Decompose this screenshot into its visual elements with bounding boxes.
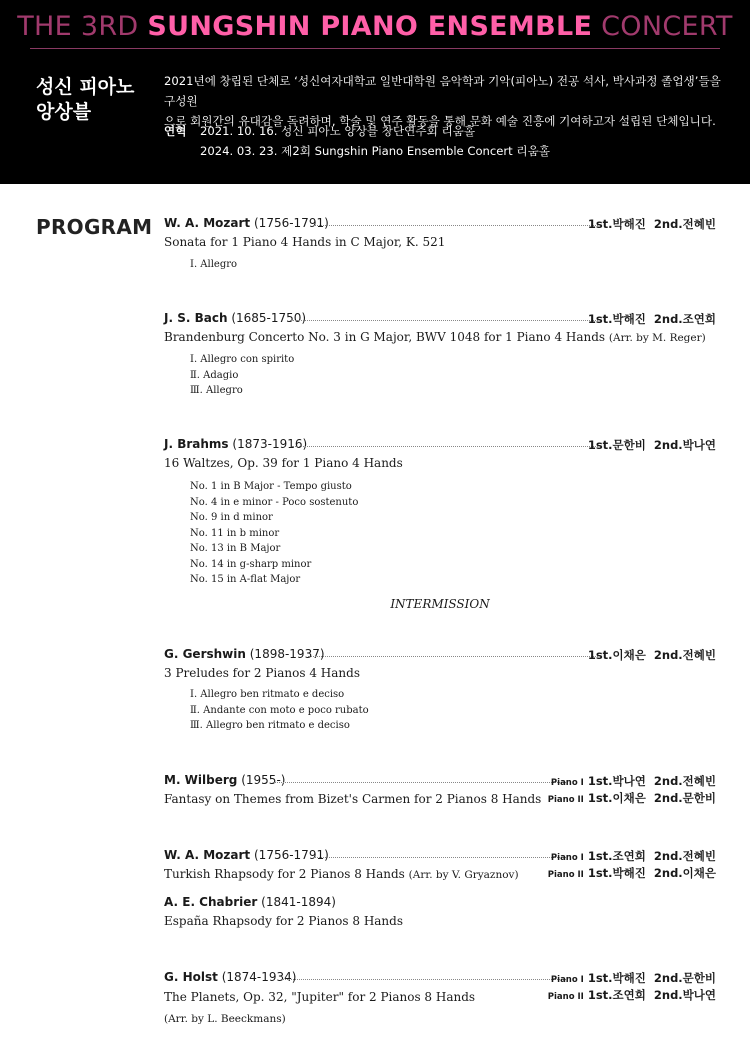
performer-row <box>551 970 716 986</box>
title-part-3: CONCERT <box>592 11 733 42</box>
movement: No. 9 in d minor <box>190 512 273 523</box>
arranger: (Arr. by L. Beeckmans) <box>164 1013 286 1025</box>
movement: Ⅱ. Adagio <box>190 369 239 381</box>
composer-name: G. Gershwin <box>164 647 246 661</box>
composer <box>164 311 306 325</box>
dotted-leader <box>308 656 598 657</box>
work-title <box>164 666 360 680</box>
second-pianist: 2nd.전혜빈 <box>653 849 716 863</box>
dotted-leader <box>282 979 566 980</box>
second-pianist: 2nd.박나연 <box>653 438 716 452</box>
program-item <box>164 216 716 276</box>
ensemble-name-line-2: 앙상블 <box>36 101 92 123</box>
program-item <box>164 647 716 731</box>
first-pianist: 1st.조연희 <box>587 988 646 1002</box>
intermission-label: INTERMISSION <box>390 597 490 611</box>
work-title <box>164 792 541 806</box>
program-item-header <box>164 311 716 327</box>
composer <box>164 773 285 787</box>
work-title <box>164 914 403 928</box>
movement: No. 4 in e minor - Poco sostenuto <box>190 496 359 508</box>
composer <box>164 216 329 230</box>
movement: Ⅰ. Allegro con spirito <box>190 354 295 365</box>
ensemble-name <box>36 75 134 125</box>
performer-row <box>588 216 716 232</box>
piano-label: Piano II <box>547 795 584 805</box>
first-pianist: 1st.박해진 <box>587 312 646 326</box>
composer <box>164 895 336 909</box>
work-name: The Planets, Op. 32, "Jupiter" for 2 Pianos 8 Hands <box>164 990 476 1004</box>
dotted-leader <box>314 225 598 226</box>
performer-row <box>551 848 716 864</box>
performer-row <box>551 773 716 789</box>
composer-years: (1898-1937) <box>249 647 325 661</box>
composer-name: G. Holst <box>164 970 218 984</box>
work-name: Turkish Rhapsody for 2 Pianos 8 Hands <box>164 867 405 881</box>
work-title <box>164 867 519 881</box>
title-part-1: THE 3RD <box>17 11 148 42</box>
work-title <box>164 456 403 470</box>
work-name: 16 Waltzes, Op. 39 for 1 Piano 4 Hands <box>164 456 403 470</box>
program-item <box>164 773 716 833</box>
arranger: (Arr. by M. Reger) <box>608 332 706 344</box>
history-item: 2021. 10. 16. 성신 피아노 앙상블 창단연주회 리움홀 <box>200 124 476 138</box>
first-pianist: 1st.박해진 <box>587 971 646 985</box>
composer-years: (1873-1916) <box>232 437 308 451</box>
movement-list <box>190 479 358 588</box>
movement: No. 15 in A-flat Major <box>190 574 301 585</box>
performer-row <box>588 647 716 663</box>
piano-label: Piano I <box>550 853 584 863</box>
movement-list <box>190 687 369 734</box>
first-pianist: 1st.문한비 <box>587 438 646 452</box>
first-pianist: 1st.이채은 <box>587 791 646 805</box>
performer-row <box>548 865 716 881</box>
performer-row <box>548 987 716 1003</box>
dotted-leader <box>290 320 598 321</box>
movement-list <box>190 257 237 273</box>
dotted-leader <box>292 446 598 447</box>
second-pianist: 2nd.이채은 <box>653 866 716 880</box>
work-name: España Rhapsody for 2 Pianos 8 Hands <box>164 914 404 928</box>
header-divider <box>30 48 720 49</box>
first-pianist: 1st.박해진 <box>587 866 646 880</box>
composer <box>164 437 307 451</box>
composer-name: A. E. Chabrier <box>164 895 258 909</box>
second-pianist: 2nd.문한비 <box>653 971 716 985</box>
performer-row <box>588 437 716 453</box>
first-pianist: 1st.이채은 <box>587 648 646 662</box>
performer-row <box>588 311 716 327</box>
program-title: PROGRAM <box>36 215 153 239</box>
history-label: 연혁 <box>164 124 187 138</box>
title-part-2: SUNGSHIN PIANO ENSEMBLE <box>147 11 593 42</box>
movement-list <box>190 352 294 399</box>
program-item <box>164 311 716 396</box>
movement: Ⅲ. Allegro <box>190 385 243 396</box>
performer-row <box>548 790 716 806</box>
piano-label: Piano II <box>547 992 584 1002</box>
second-pianist: 2nd.전혜빈 <box>653 648 716 662</box>
composer-years: (1841-1894) <box>261 895 336 909</box>
work-title <box>164 235 445 249</box>
program-item <box>164 895 716 955</box>
movement: No. 14 in g-sharp minor <box>190 558 312 570</box>
program-item <box>164 970 716 1030</box>
second-pianist: 2nd.전혜빈 <box>653 217 716 231</box>
movement: No. 11 in b minor <box>190 527 280 539</box>
composer <box>164 970 296 984</box>
history-list <box>200 121 550 161</box>
piano-label: Piano II <box>547 870 584 880</box>
composer-name: J. S. Bach <box>164 311 228 325</box>
movement: No. 1 in B Major - Tempo giusto <box>190 481 352 492</box>
dotted-leader <box>314 857 566 858</box>
second-pianist: 2nd.문한비 <box>653 791 716 805</box>
history-item: 2024. 03. 23. 제2회 Sungshin Piano Ensemble Concert 리움홀 <box>200 144 551 158</box>
program-item <box>164 437 716 585</box>
dotted-leader <box>274 782 566 783</box>
first-pianist: 1st.조연희 <box>587 849 646 863</box>
composer <box>164 848 329 862</box>
composer-name: W. A. Mozart <box>164 216 251 230</box>
work-name: 3 Preludes for 2 Pianos 4 Hands <box>164 666 360 680</box>
program-item-header <box>164 437 716 453</box>
composer-years: (1756-1791) <box>254 216 329 230</box>
arranger: (Arr. by V. Gryaznov) <box>408 869 519 881</box>
composer-name: M. Wilberg <box>164 773 238 787</box>
second-pianist: 2nd.조연희 <box>653 312 716 326</box>
first-pianist: 1st.박나연 <box>587 774 646 788</box>
composer-name: W. A. Mozart <box>164 848 251 862</box>
second-pianist: 2nd.박나연 <box>653 988 716 1002</box>
work-name: Brandenburg Concerto No. 3 in G Major, BWV 1048 for 1 Piano 4 Hands <box>164 330 606 344</box>
work-title <box>164 987 475 1030</box>
movement: Ⅰ. Allegro <box>190 259 238 270</box>
movement: Ⅱ. Andante con moto e poco rubato <box>190 704 369 716</box>
movement: Ⅰ. Allegro ben ritmato e deciso <box>190 689 345 700</box>
concert-title <box>0 11 750 42</box>
piano-label: Piano I <box>550 778 584 788</box>
ensemble-name-line-1: 성신 피아노 <box>36 76 135 98</box>
program-item-header <box>164 895 716 911</box>
composer-years: (1874-1934) <box>221 970 297 984</box>
composer-years: (1685-1750) <box>231 311 307 325</box>
composer-name: J. Brahms <box>164 437 229 451</box>
work-title <box>164 330 706 344</box>
movement: No. 13 in B Major <box>190 543 281 554</box>
work-name: Sonata for 1 Piano 4 Hands in C Major, K. 521 <box>164 235 446 249</box>
composer-years: (1955-) <box>241 773 286 787</box>
first-pianist: 1st.박해진 <box>587 217 646 231</box>
piano-label: Piano I <box>550 975 584 985</box>
second-pianist: 2nd.전혜빈 <box>653 774 716 788</box>
composer-years: (1756-1791) <box>254 848 329 862</box>
header-banner <box>0 0 750 184</box>
composer <box>164 647 325 661</box>
movement: Ⅲ. Allegro ben ritmato e deciso <box>190 720 350 731</box>
work-name: Fantasy on Themes from Bizet's Carmen for 2 Pianos 8 Hands <box>164 792 542 806</box>
program-item-header <box>164 647 716 663</box>
ensemble-description: 2021년에 창립된 단체로 ‘성신여자대학교 일반대학원 음악학과 기악(피아노) 전공 석사, 박사과정 졸업생’들을 구성원 으로 회원간의 유대감을 독려하며, 학술 및 연주 활동을 통해 문화 예술 진흥에 기여하고자 설립된 단체입니다. <box>164 74 721 128</box>
program-item-header <box>164 216 716 232</box>
